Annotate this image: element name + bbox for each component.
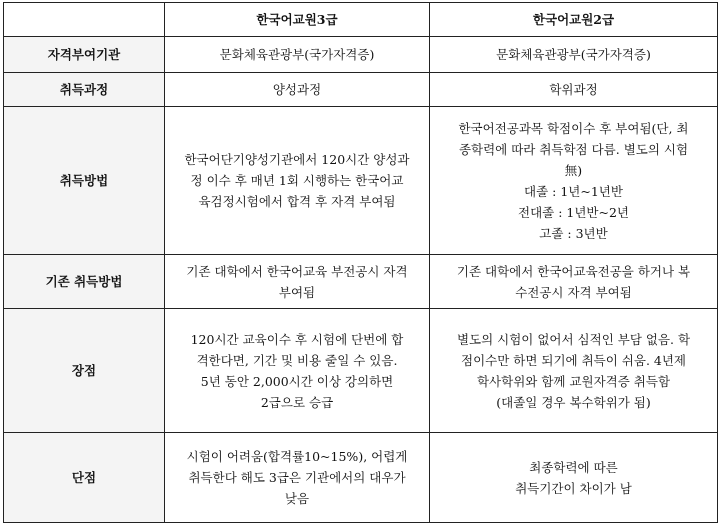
text-line: 별도의 시험이 없어서 심적인 부담 없음. 학 <box>456 331 691 347</box>
table-row <box>4 309 718 433</box>
text-line: 2급으로 승급 <box>260 394 334 410</box>
cell-level3 <box>165 255 430 309</box>
header-level2: 한국어교원2급 <box>430 3 718 37</box>
text-line: 고졸 : 3년반 <box>539 225 608 241</box>
table-row <box>4 255 718 309</box>
text-line: 취득기간이 차이가 남 <box>515 480 632 496</box>
text-line: (대졸일 경우 복수학위가 됨) <box>496 394 651 410</box>
text-line: 육검정시험에서 합격 후 자격 부여됨 <box>198 194 396 209</box>
text-line: 전대졸 : 1년반~2년 <box>518 204 629 220</box>
cell-level2 <box>430 309 718 433</box>
row-label: 기존 취득방법 <box>4 255 165 309</box>
row-label: 취득과정 <box>4 73 165 107</box>
text-line: 120시간 교육이수 후 시험에 단번에 합 <box>190 331 404 347</box>
cell-level3 <box>165 107 430 255</box>
text-line: 無) <box>564 162 583 178</box>
corner-cell <box>4 3 165 37</box>
comparison-table <box>3 2 718 523</box>
text-line: 학사학위와 함께 교원자격증 취득함 <box>476 373 671 389</box>
cell-level2: 학위과정 <box>430 73 718 107</box>
text-line: 격한다면, 기간 및 비용 줄일 수 있음. <box>196 352 398 368</box>
cell-level3 <box>165 433 430 523</box>
text-line: 취득한다 해도 3급은 기관에서의 대우가 <box>188 470 406 485</box>
table-row <box>4 433 718 523</box>
text-line: 5년 동안 2,000시간 이상 강의하면 <box>200 373 394 389</box>
text-line: 한국어전공과목 학점이수 후 부여됨(단, 최 <box>458 120 689 136</box>
text-line: 수전공시 자격 부여됨 <box>515 284 632 300</box>
text-line: 종학력에 따라 취득학점 다름. 별도의 시험 <box>458 141 689 157</box>
text-line: 최종학력에 따른 <box>529 459 618 475</box>
header-row <box>4 3 718 37</box>
row-label: 취득방법 <box>4 107 165 255</box>
text-line: 시험이 어려움(합격률10~15%), 어렵게 <box>186 449 408 464</box>
header-level3: 한국어교원3급 <box>165 3 430 37</box>
table-row <box>4 107 718 255</box>
cell-level2: 문화체육관광부(국가자격증) <box>430 37 718 73</box>
table-row <box>4 37 718 73</box>
text-line: 한국어단기양성기관에서 120시간 양성과 <box>184 152 410 167</box>
text-line: 정 이수 후 매년 1회 시행하는 한국어교 <box>190 173 404 188</box>
text-line: 낮음 <box>284 491 310 506</box>
table-row <box>4 73 718 107</box>
row-label: 자격부여기관 <box>4 37 165 73</box>
cell-level3 <box>165 309 430 433</box>
cell-level2 <box>430 255 718 309</box>
row-label: 장점 <box>4 309 165 433</box>
text-line: 기존 대학에서 한국어교육전공을 하거나 복 <box>456 263 691 279</box>
cell-level2 <box>430 433 718 523</box>
cell-level3: 양성과정 <box>165 73 430 107</box>
text-line: 점이수만 하면 되기에 취득이 쉬움. 4년제 <box>461 352 686 368</box>
text-line: 대졸 : 1년~1년반 <box>524 183 623 199</box>
cell-level3: 문화체육관광부(국가자격증) <box>165 37 430 73</box>
text-line: 부여됨 <box>278 284 316 300</box>
row-label: 단점 <box>4 433 165 523</box>
text-line: 기존 대학에서 한국어교육 부전공시 자격 <box>186 263 408 279</box>
cell-level2 <box>430 107 718 255</box>
